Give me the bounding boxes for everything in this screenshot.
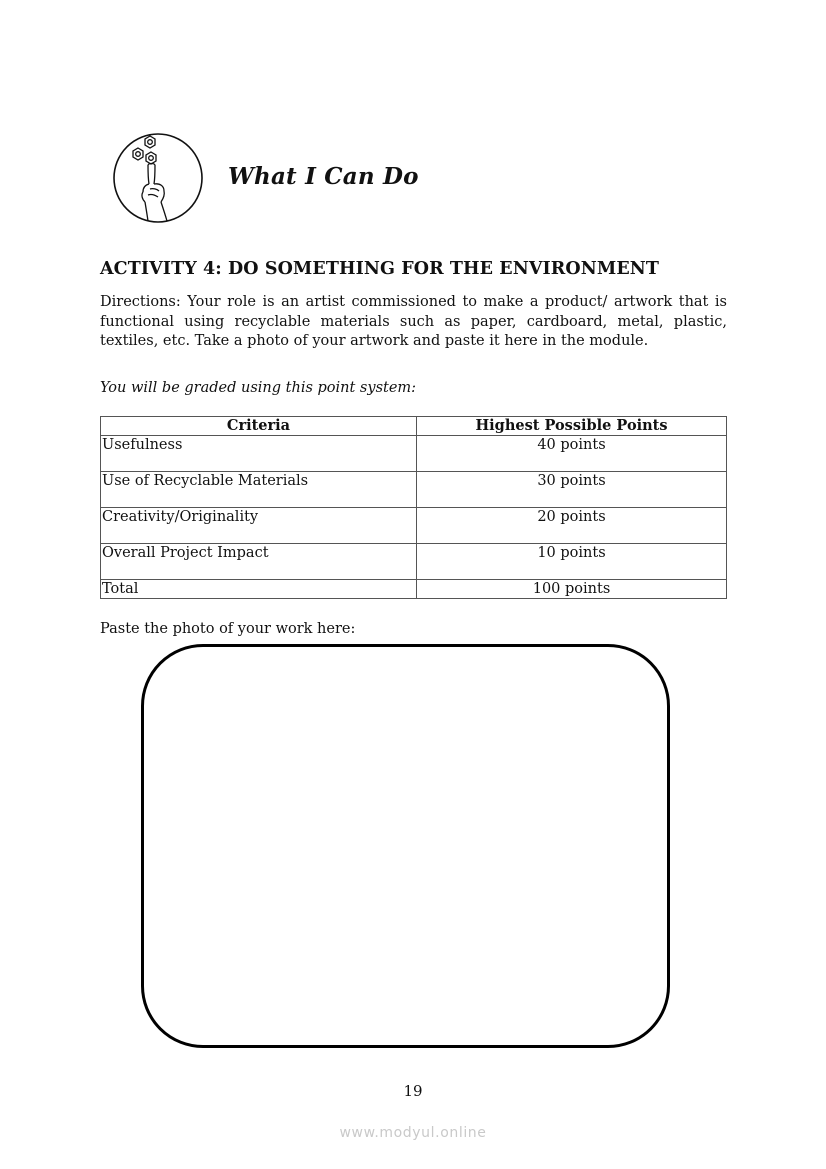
table-row xyxy=(101,436,727,472)
hand-with-gears-icon xyxy=(112,132,204,224)
table-row xyxy=(101,472,727,508)
points-cell: 40 points xyxy=(417,436,727,472)
criteria-cell: Creativity/Originality xyxy=(101,508,417,544)
table-row xyxy=(101,544,727,580)
table-row-total xyxy=(101,580,727,599)
criteria-cell: Overall Project Impact xyxy=(101,544,417,580)
rubric-table xyxy=(100,416,727,599)
table-row xyxy=(101,508,727,544)
points-cell: 20 points xyxy=(417,508,727,544)
paste-photo-label: Paste the photo of your work here: xyxy=(100,621,356,637)
activity-title: ACTIVITY 4: DO SOMETHING FOR THE ENVIRONMENT xyxy=(100,259,659,279)
total-points-cell: 100 points xyxy=(417,580,727,599)
points-cell: 10 points xyxy=(417,544,727,580)
header-points: Highest Possible Points xyxy=(417,417,727,436)
criteria-cell: Use of Recyclable Materials xyxy=(101,472,417,508)
header-criteria: Criteria xyxy=(101,417,417,436)
grading-note: You will be graded using this point system: xyxy=(100,380,417,396)
page-number: 19 xyxy=(403,1082,423,1100)
section-title: What I Can Do xyxy=(228,163,419,190)
total-label-cell: Total xyxy=(101,580,417,599)
watermark: www.modyul.online xyxy=(339,1125,487,1141)
directions-text: Directions: Your role is an artist commissioned to make a product/ artwork that is functional using recyclable materials such as paper, cardboard, metal, plastic, textiles, etc. Take a photo of your artwork and paste it here in the module. xyxy=(100,294,727,349)
photo-paste-area xyxy=(141,644,670,1048)
points-cell: 30 points xyxy=(417,472,727,508)
criteria-cell: Usefulness xyxy=(101,436,417,472)
